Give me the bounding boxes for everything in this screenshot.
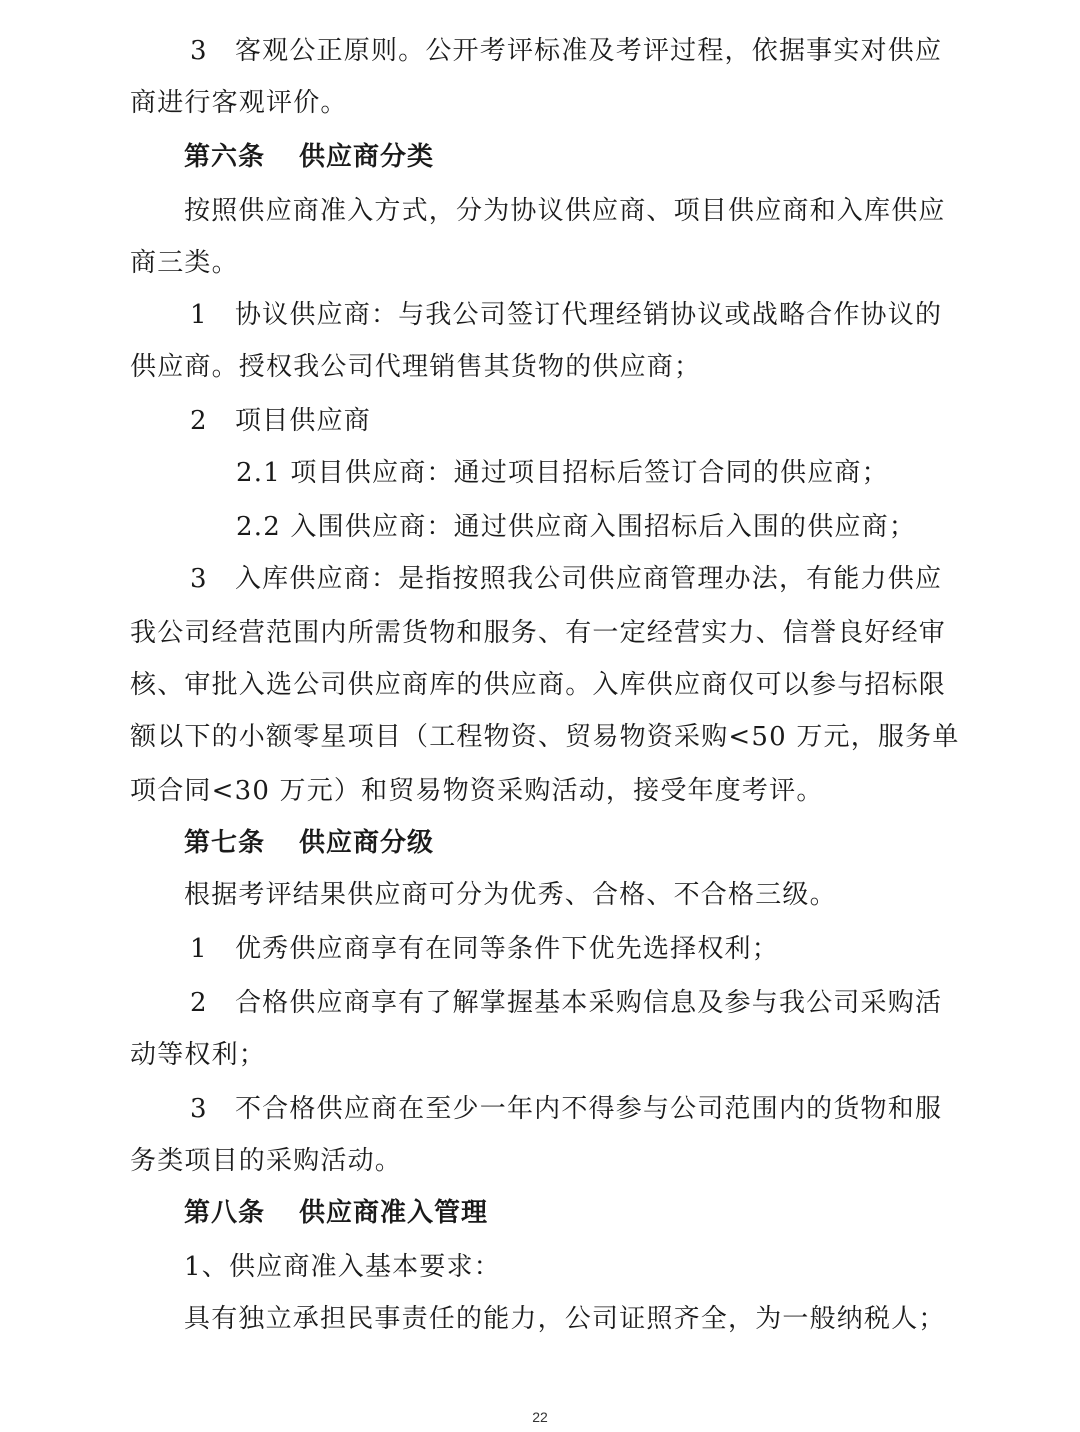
paragraph-line: 务类项目的采购活动。 [130, 1146, 403, 1176]
paragraph-line: 商三类。 [130, 248, 239, 278]
paragraph-line: 供应商。授权我公司代理销售其货物的供应商； [130, 352, 702, 382]
paragraph-line: 2.1 项目供应商：通过项目招标后签订合同的供应商； [236, 458, 889, 488]
article-number: 第七条 [184, 828, 266, 858]
article-title: 供应商准入管理 [299, 1198, 489, 1228]
article-heading [184, 826, 434, 860]
paragraph-line: 额以下的小额零星项目（工程物资、贸易物资采购<50 万元，服务单 [130, 722, 960, 752]
paragraph-line: 项合同<30 万元）和贸易物资采购活动，接受年度考评。 [130, 776, 824, 806]
page-number: 22 [532, 1409, 548, 1425]
paragraph-line: 2 项目供应商 [190, 406, 371, 436]
paragraph-line: 商进行客观评价。 [130, 88, 348, 118]
paragraph-line: 1 协议供应商：与我公司签订代理经销协议或战略合作协议的 [190, 300, 943, 330]
paragraph-line: 我公司经营范围内所需货物和服务、有一定经营实力、信誉良好经审 [130, 618, 947, 648]
paragraph-line: 根据考评结果供应商可分为优秀、合格、不合格三级。 [184, 880, 837, 910]
article-number: 第六条 [184, 142, 266, 172]
paragraph-line: 1、供应商准入基本要求： [184, 1252, 501, 1282]
article-title: 供应商分级 [299, 828, 435, 858]
paragraph-line: 具有独立承担民事责任的能力，公司证照齐全，为一般纳税人； [184, 1304, 946, 1334]
paragraph-line: 3 不合格供应商在至少一年内不得参与公司范围内的货物和服 [190, 1094, 943, 1124]
article-heading [184, 1196, 488, 1230]
paragraph-line: 动等权利； [130, 1040, 267, 1070]
paragraph-line: 2.2 入围供应商：通过供应商入围招标后入围的供应商； [236, 512, 917, 542]
paragraph-line: 核、审批入选公司供应商库的供应商。入库供应商仅可以参与招标限 [130, 670, 947, 700]
paragraph-line: 2 合格供应商享有了解掌握基本采购信息及参与我公司采购活 [190, 988, 943, 1018]
paragraph-line: 按照供应商准入方式，分为协议供应商、项目供应商和入库供应 [184, 196, 946, 226]
article-title: 供应商分类 [299, 142, 435, 172]
paragraph-line: 3 入库供应商：是指按照我公司供应商管理办法，有能力供应 [190, 564, 943, 594]
article-heading [184, 140, 434, 174]
article-number: 第八条 [184, 1198, 266, 1228]
paragraph-line: 1 优秀供应商享有在同等条件下优先选择权利； [190, 934, 779, 964]
paragraph-line: 3 客观公正原则。公开考评标准及考评过程，依据事实对供应 [190, 36, 943, 66]
